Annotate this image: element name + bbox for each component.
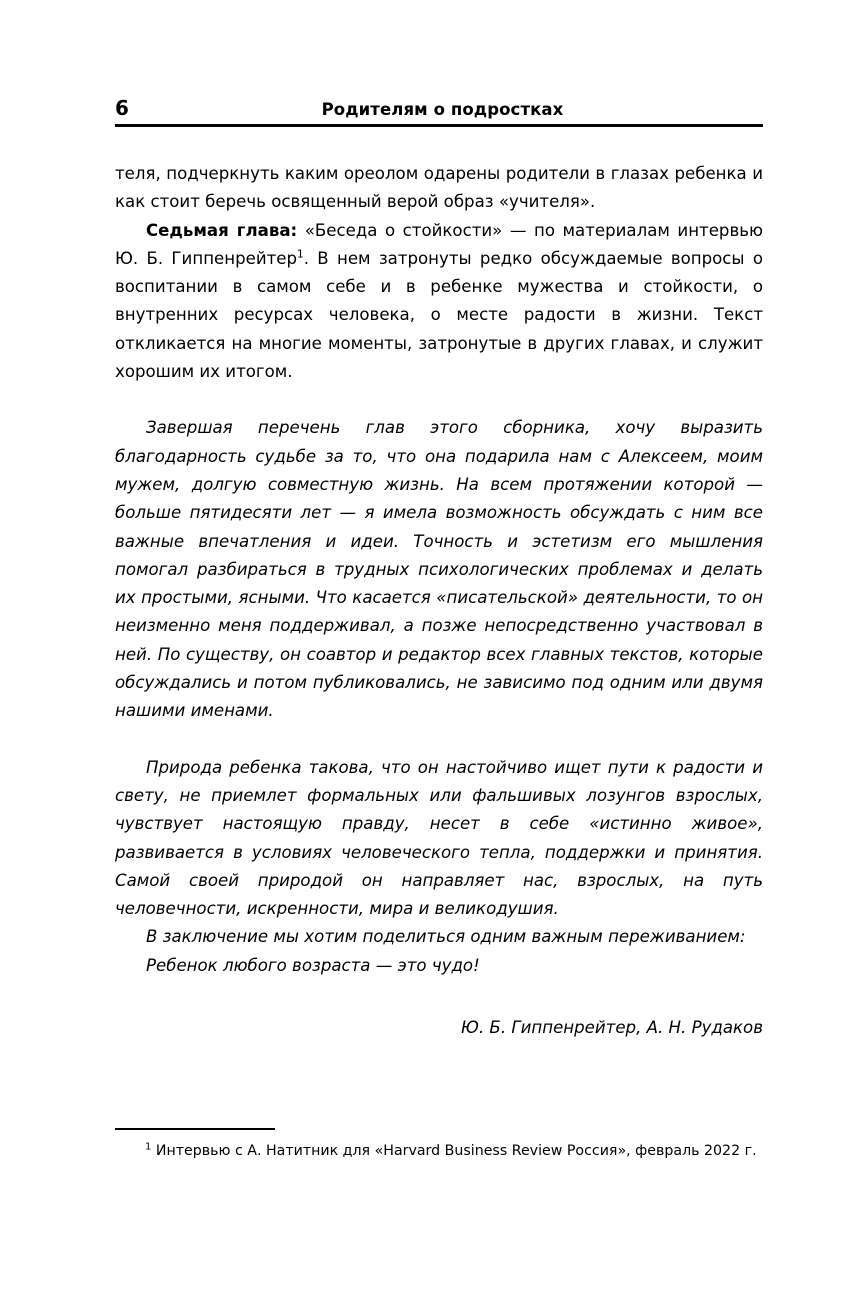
footnote-marker: 1 xyxy=(145,1141,152,1153)
paragraph-nature: Природа ребенка такова, что он настойчиво ищет пути к радости и свету, не приемлет формальных или фальшивых лозунгов взрослых, чувствует настоящую правду, несет в себе «истинно живое», развивается в условиях человеческого тепла, поддержки и принятия. Самой своей природой он направляет нас, взрослых, на путь человечности, искренности, мира и великодушия. xyxy=(115,757,763,919)
chapter-label: Седьмая глава: xyxy=(146,220,298,240)
chapter-text-after-note: . В нем затронуты редко обсуждаемые вопросы о воспитании в самом себе и в ребенке мужества и стойкости, о внутренних ресурсах человека, о месте радости в жизни. Текст откликается на многие моменты, затронутые в других главах, и служит хорошим их итогом. xyxy=(115,248,763,382)
paragraph-gratitude: Завершая перечень глав этого сборника, хочу выразить благодарность судьбе за то, что она подарила нам с Алексеем, моим мужем, долгую совместную жизнь. На всем протяжении которой — больше пятидесяти лет — я имела возможность обсуждать с ним все важные впечатления и идеи. Точность и эстетизм его мышления помогал разбираться в трудных психологических проблемах и делать их простыми, ясными. Что касается «писательской» деятельности, то он неизменно меня поддерживал, а позже непосредственно участвовал в ней. По существу, он соавтор и редактор всех главных текстов, которые обсуждались и потом публиковались, не зависимо под одним или двумя нашими именами. xyxy=(115,418,763,721)
authors-signature: Ю. Б. Гиппенрейтер, А. Н. Рудаков xyxy=(460,1018,763,1038)
chapter-text-before-note: «Беседа о стойкости» — по материалам интервью Ю. Б. Гиппенрейтер xyxy=(115,220,763,268)
footnote-text xyxy=(115,1140,763,1163)
running-title: Родителям о подростках xyxy=(321,100,564,119)
footnote-block xyxy=(115,1140,763,1163)
paragraph-spacer xyxy=(115,726,763,754)
paragraph-continued: теля, подчеркнуть каким ореолом одарены родители в глазах ребенка и как стоит беречь освященный верой образ «учителя». xyxy=(115,164,763,212)
page-number: 6 xyxy=(115,96,130,120)
footnote-reference[interactable]: 1 xyxy=(297,248,304,261)
footnote-body: Интервью с А. Натитник для «Harvard Business Review Россия», февраль 2022 г. xyxy=(151,1143,757,1159)
header-divider xyxy=(115,124,763,127)
page-body xyxy=(115,160,763,1042)
paragraph-conclusion: В заключение мы хотим поделиться одним важным переживанием: xyxy=(146,927,746,947)
paragraph-spacer xyxy=(115,386,763,414)
paragraph-seventh-chapter xyxy=(115,217,763,387)
page-header xyxy=(115,96,760,120)
footnote-divider xyxy=(115,1128,275,1130)
paragraph-final: Ребенок любого возраста — это чудо! xyxy=(146,955,480,975)
